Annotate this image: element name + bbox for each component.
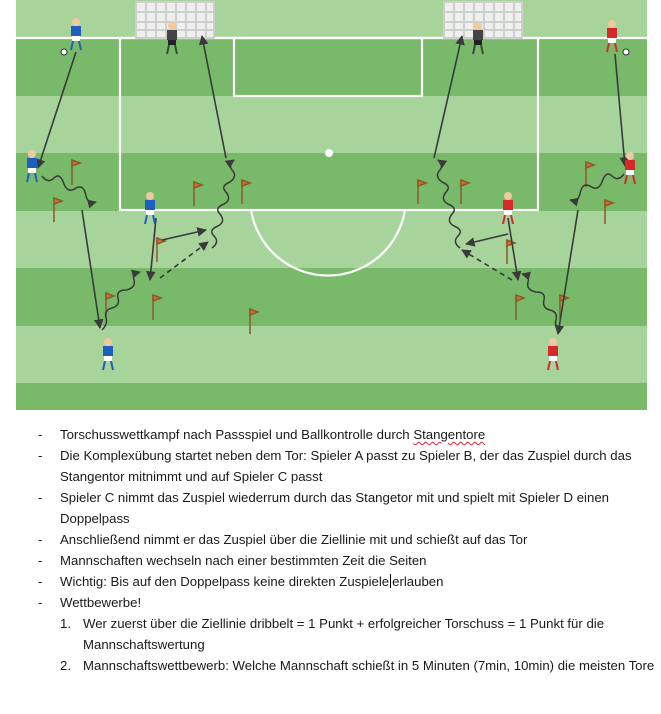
bullet-list-item bbox=[38, 487, 658, 529]
list-marker: - bbox=[38, 574, 43, 589]
list-text[interactable] bbox=[38, 655, 658, 676]
text-run: Mannschaftswettbewerb: Welche Mannschaft schießt in 5 Minuten (7min, 10min) die meisten Tore bbox=[83, 658, 655, 673]
list-marker: - bbox=[38, 595, 43, 610]
list-text[interactable] bbox=[38, 529, 658, 550]
training-field-diagram bbox=[16, 0, 647, 410]
numbered-list-item bbox=[38, 613, 658, 655]
penalty-spot bbox=[325, 149, 333, 157]
list-marker: - bbox=[38, 427, 43, 442]
bullet-list-item bbox=[38, 529, 658, 550]
list-text[interactable] bbox=[38, 487, 658, 529]
list-marker: - bbox=[38, 532, 43, 547]
instruction-list bbox=[38, 424, 658, 676]
list-text[interactable] bbox=[38, 445, 658, 487]
field-svg bbox=[16, 0, 647, 410]
list-marker: - bbox=[38, 490, 43, 505]
ball-icon bbox=[623, 49, 629, 55]
bullet-list-item bbox=[38, 550, 658, 571]
misspelled-word: Stangentore bbox=[413, 427, 486, 442]
text-run: Wichtig: Bis auf den Doppelpass keine direkten Zuspiele bbox=[60, 574, 390, 589]
list-text[interactable] bbox=[38, 613, 658, 655]
bullet-list-item bbox=[38, 424, 658, 445]
text-run: Die Komplexübung startet neben dem Tor: Spieler A passt zu Spieler B, der das Zuspiel durch das Stangentor mitnimmt und auf Spieler C passt bbox=[60, 448, 632, 484]
bullet-list-item bbox=[38, 445, 658, 487]
text-run: Wettbewerbe! bbox=[60, 595, 142, 610]
numbered-list-item bbox=[38, 655, 658, 676]
list-marker: - bbox=[38, 448, 43, 463]
list-text[interactable] bbox=[38, 424, 658, 445]
text-run: Anschließend nimmt er das Zuspiel über die Ziellinie mit und schießt auf das Tor bbox=[60, 532, 528, 547]
list-marker: - bbox=[38, 553, 43, 568]
bullet-list-item bbox=[38, 571, 658, 592]
text-run: Wer zuerst über die Ziellinie dribbelt = 1 Punkt + erfolgreicher Torschuss = 1 Punkt für die Mannschaftswertung bbox=[83, 616, 605, 652]
text-run: erlauben bbox=[392, 574, 444, 589]
list-text[interactable] bbox=[38, 550, 658, 571]
list-text[interactable] bbox=[38, 571, 658, 592]
text-run: Mannschaften wechseln nach einer bestimmten Zeit die Seiten bbox=[60, 553, 427, 568]
list-text[interactable] bbox=[38, 592, 658, 613]
ball-icon bbox=[61, 49, 67, 55]
text-run: Spieler C nimmt das Zuspiel wiederrum durch das Stangetor mit und spielt mit Spieler D einen Doppelpass bbox=[60, 490, 609, 526]
list-marker: 1. bbox=[60, 616, 71, 631]
text-cursor bbox=[390, 574, 391, 588]
list-marker: 2. bbox=[60, 658, 71, 673]
bullet-list-item bbox=[38, 592, 658, 613]
text-run: Torschusswettkampf nach Passspiel und Ballkontrolle durch bbox=[60, 427, 414, 442]
